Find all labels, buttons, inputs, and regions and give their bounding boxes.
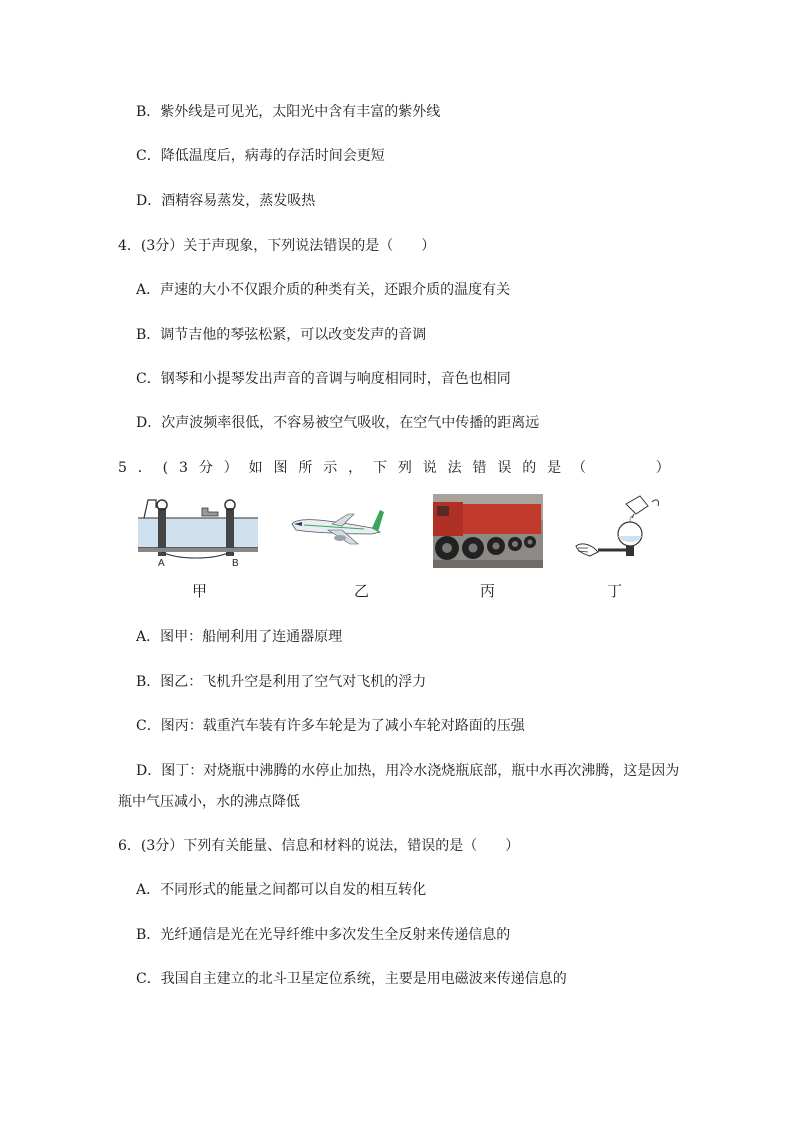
q4-stem: 4．(3分）关于声现象，下列说法错误的是（ ）: [118, 238, 436, 254]
figure-caption-yi: 乙: [354, 582, 370, 600]
q4-option-b: B．调节吉他的琴弦松紧，可以改变发声的音调: [136, 327, 427, 343]
q3-option-d: D．酒精容易蒸发，蒸发吸热: [136, 193, 316, 209]
q5-stem: 5 ． ( 3 分 ） 如 图 所 示 ， 下 列 说 法 错 误 的 是 （ ）: [118, 460, 670, 476]
q4-option-a: A．声速的大小不仅跟介质的种类有关，还跟介质的温度有关: [136, 282, 511, 298]
lock-label-b: B: [232, 558, 239, 569]
q5-option-a: A．图甲：船闸利用了连通器原理: [136, 629, 343, 645]
q3-option-b: B．紫外线是可见光，太阳光中含有丰富的紫外线: [136, 104, 441, 120]
lock-label-a: A: [158, 558, 165, 569]
q6-option-c: C．我国自主建立的北斗卫星定位系统，主要是用电磁波来传递信息的: [136, 971, 567, 987]
figure-caption-ding: 丁: [607, 582, 623, 600]
q5-option-d: D．图丁：对烧瓶中沸腾的水停止加热，用冷水浇烧瓶底部，瓶中水再次沸腾，这是因为: [136, 763, 680, 779]
q5-option-c: C．图丙：载重汽车装有许多车轮是为了减小车轮对路面的压强: [136, 718, 525, 734]
flask-figure: [574, 494, 670, 568]
airplane-figure: [288, 502, 386, 548]
figure-caption-bing: 丙: [480, 582, 496, 600]
heavy-truck-figure: [433, 494, 543, 568]
q4-option-d: D．次声波频率很低，不容易被空气吸收，在空气中传播的距离远: [136, 415, 540, 431]
q4-option-c: C．钢琴和小提琴发出声音的音调与响度相同时，音色也相同: [136, 371, 511, 387]
q6-stem: 6．(3分）下列有关能量、信息和材料的说法，错误的是（ ）: [118, 838, 520, 854]
q6-option-b: B．光纤通信是光在光导纤维中多次发生全反射来传递信息的: [136, 927, 511, 943]
q5-option-d-continued: 瓶中气压减小，水的沸点降低: [118, 794, 300, 810]
q5-option-b: B．图乙：飞机升空是利用了空气对飞机的浮力: [136, 674, 427, 690]
figure-caption-jia: 甲: [192, 582, 208, 600]
q6-option-a: A．不同形式的能量之间都可以自发的相互转化: [136, 882, 427, 898]
ship-lock-figure: [138, 494, 258, 570]
q3-option-c: C．降低温度后，病毒的存活时间会更短: [136, 148, 385, 164]
